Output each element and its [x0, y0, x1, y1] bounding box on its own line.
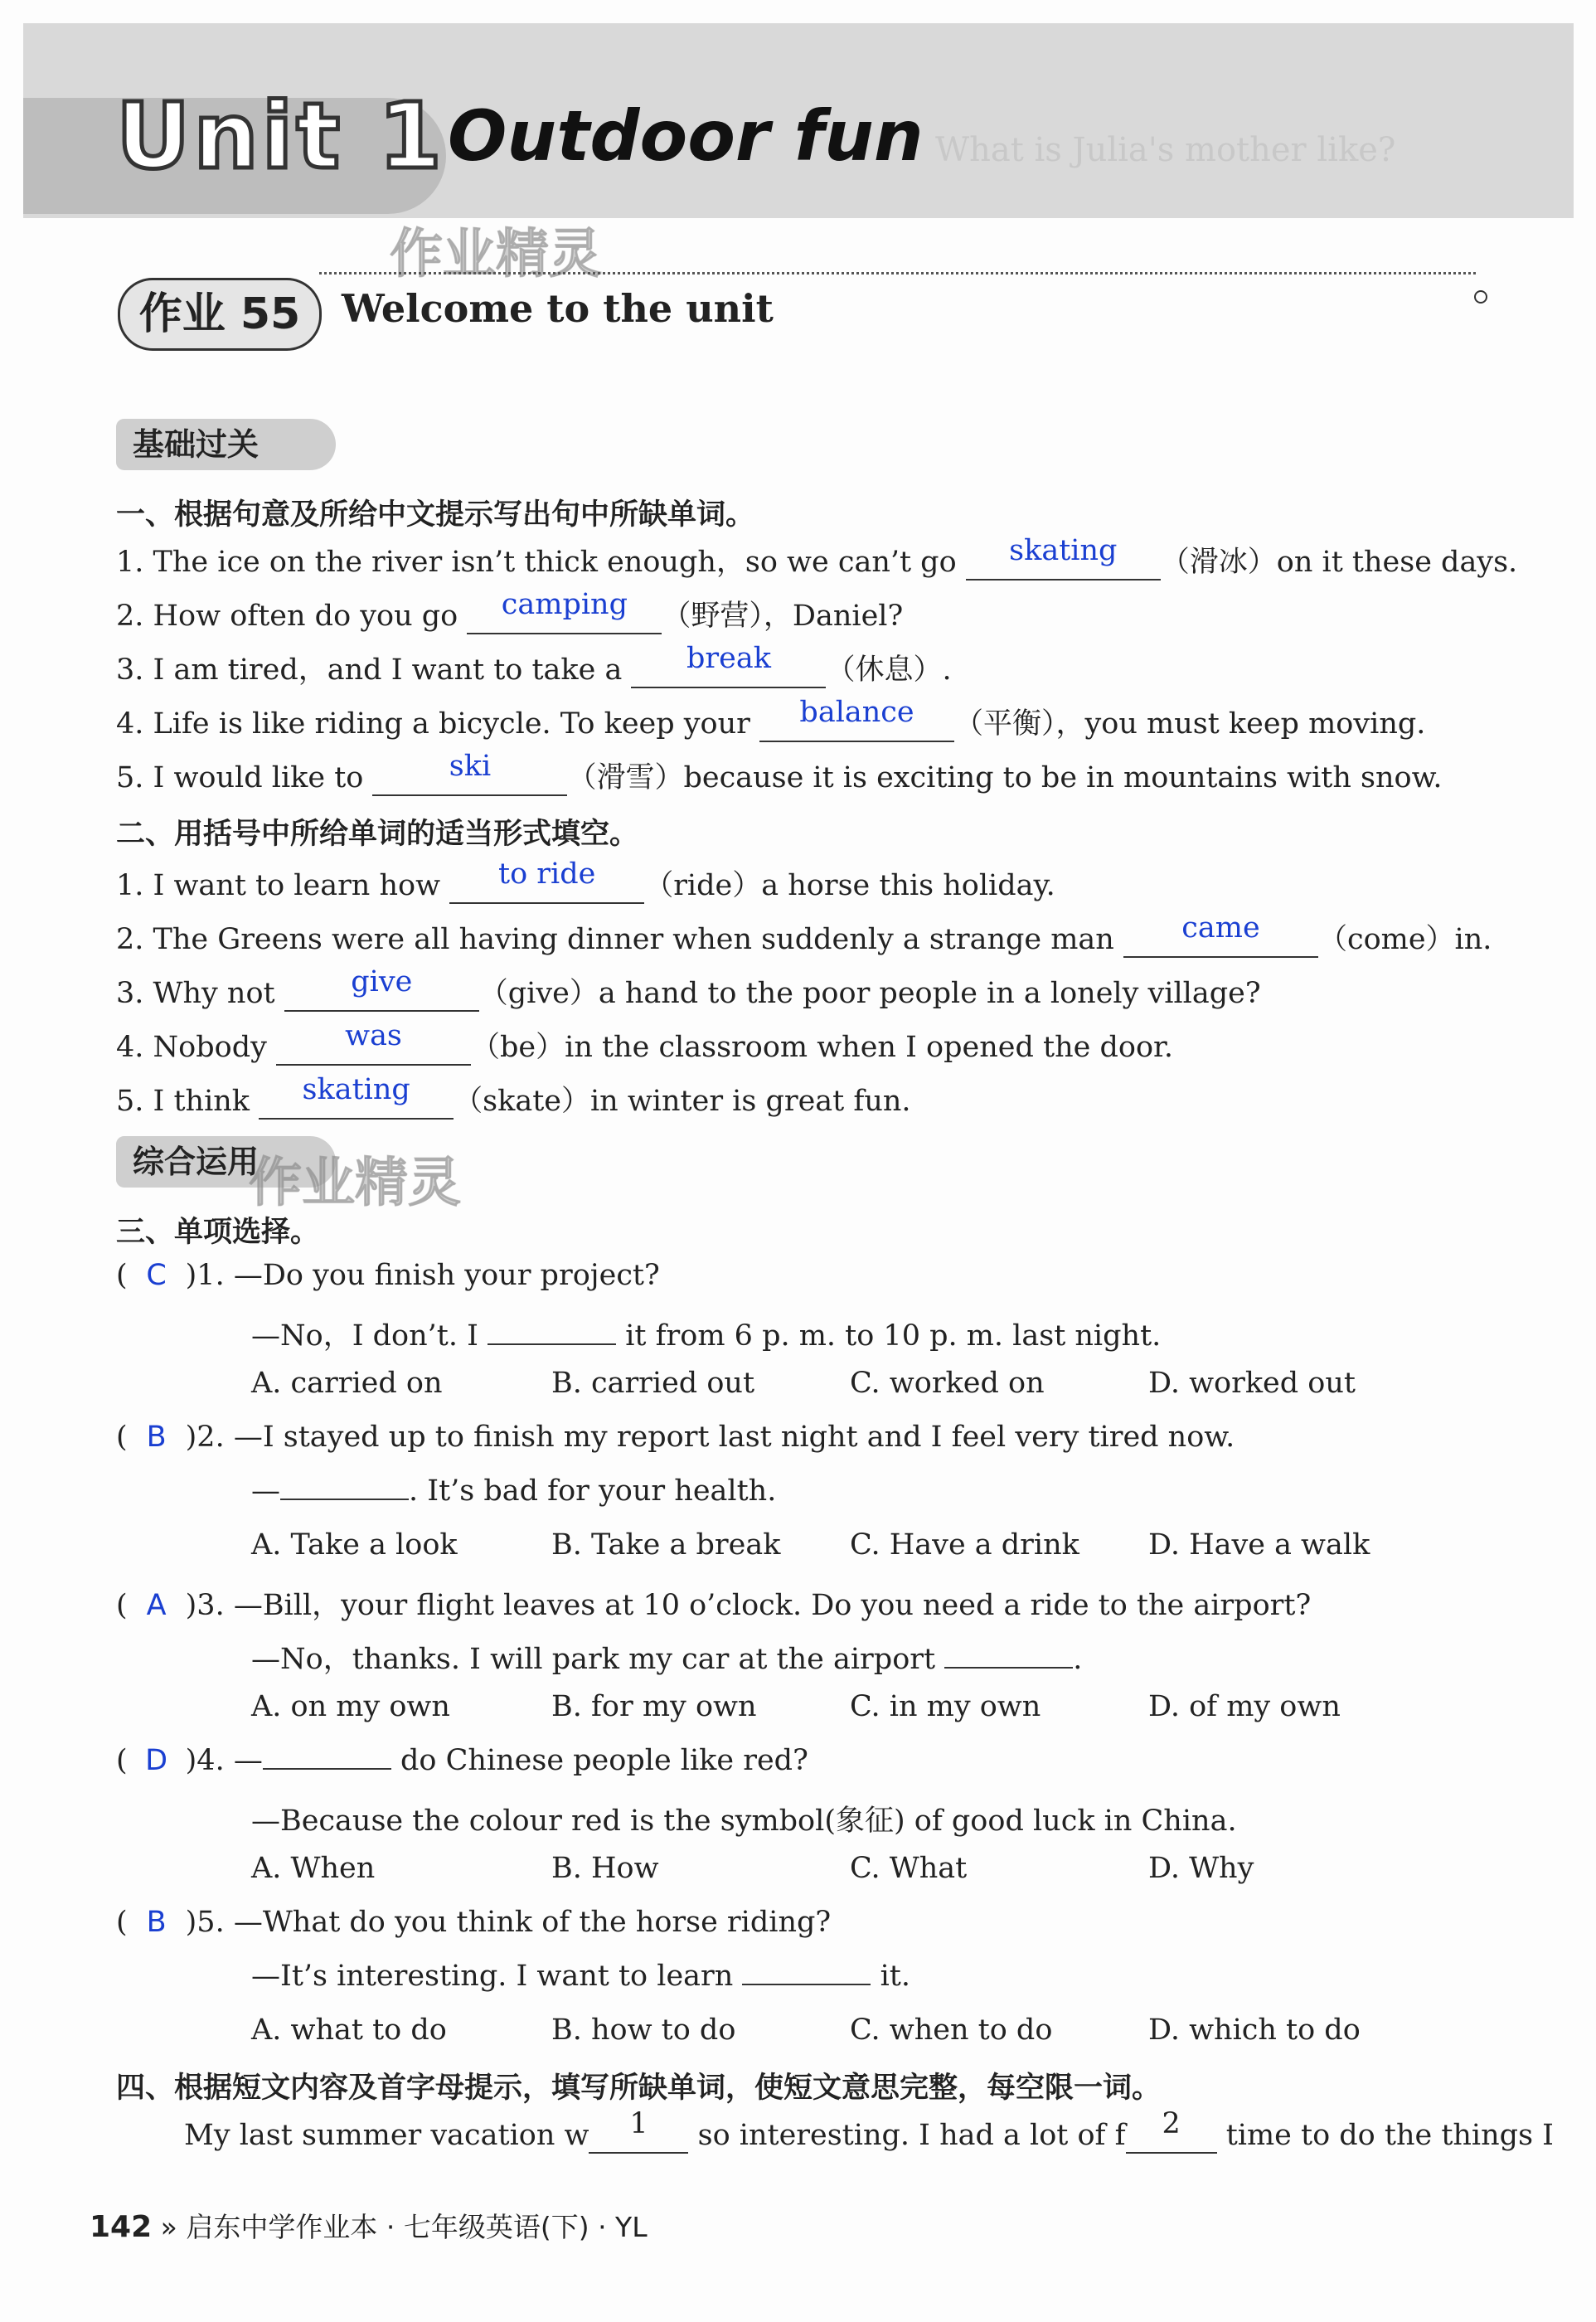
mc-stem: )4. — [185, 1744, 263, 1777]
mc-stem2: —No，I don’t. I [251, 1319, 478, 1353]
p2-item [116, 857, 1055, 904]
mc-stem-b: do Chinese people like red? [400, 1744, 808, 1777]
passage-text: My last summer vacation w [184, 2119, 589, 2152]
mc-answer: C [146, 1259, 167, 1292]
p1-item [116, 588, 904, 634]
blank-number: 2 [1162, 2107, 1181, 2140]
mc-option: B. carried out [551, 1367, 755, 1400]
p2-post: （ride）a horse this holiday. [644, 869, 1055, 902]
p2-item [116, 911, 1492, 958]
mc-line2 [251, 1313, 1161, 1354]
p1-item [116, 696, 1426, 742]
blank-number: 1 [629, 2107, 648, 2140]
mc-option: A. what to do [251, 2014, 447, 2047]
mc-stem3: . It’s bad for your health. [409, 1474, 777, 1508]
p1-answer: skating [1009, 534, 1118, 567]
p2-post: （skate）in winter is great fun. [454, 1085, 911, 1118]
mc-question: ( B )2. —I stayed up to finish my report last night and I feel very tired now. [116, 1421, 1235, 1454]
mc-option: A. on my own [251, 1690, 450, 1723]
book-title: 启东中学作业本 · 七年级英语(下) · YL [186, 2211, 648, 2243]
mc-stem3: . [1073, 1643, 1083, 1676]
p1-item [116, 534, 1518, 580]
part3-heading: 三、单项选择。 [116, 1216, 320, 1249]
passage-line [184, 2107, 1554, 2154]
p2-pre: 3. Why not [116, 977, 275, 1010]
mc-stem: )5. —What do you think of the horse riding? [185, 1906, 832, 1939]
p1-answer: break [686, 642, 771, 675]
p2-pre: 4. Nobody [116, 1031, 267, 1064]
mc-stem: )3. —Bill，your flight leaves at 10 o’clock. Do you need a ride to the airport? [185, 1589, 1312, 1622]
chevron-right-icon: » [160, 2211, 177, 2243]
mc-answer: D [145, 1744, 168, 1777]
section-comprehensive: 综合运用 [116, 1136, 336, 1188]
p1-pre: 1. The ice on the river isn’t thick enough，so we can’t go [116, 546, 957, 579]
mc-option: A. When [251, 1852, 376, 1885]
mc-stem2: —It’s interesting. I want to learn [251, 1960, 734, 1993]
mc-line2 [251, 1798, 1237, 1839]
mc-stem2: — [251, 1474, 280, 1508]
mc-option: D. Have a walk [1148, 1528, 1370, 1562]
p1-pre: 3. I am tired，and I want to take a [116, 653, 623, 687]
passage-text: so interesting. I had a lot of f [697, 2119, 1126, 2152]
mc-option: C. What [850, 1852, 968, 1885]
mc-option: D. of my own [1148, 1690, 1341, 1723]
p2-post: （be）in the classroom when I opened the door. [471, 1031, 1174, 1064]
p2-answer: give [351, 965, 413, 998]
mc-answer: B [146, 1421, 167, 1454]
p1-pre: 2. How often do you go [116, 600, 458, 633]
p1-pre: 4. Life is like riding a bicycle. To keep your [116, 707, 750, 741]
part4-heading: 四、根据短文内容及首字母提示，填写所缺单词，使短文意思完整，每空限一词。 [116, 2072, 1162, 2105]
mc-option: C. Have a drink [850, 1528, 1079, 1562]
mc-option: C. when to do [850, 2014, 1053, 2047]
p2-answer: to ride [498, 857, 596, 891]
mc-stem3: it. [880, 1960, 910, 1993]
p1-post: （平衡），you must keep moving. [954, 707, 1426, 741]
mc-option: D. worked out [1148, 1367, 1356, 1400]
p1-post: （野营），Daniel? [662, 600, 904, 633]
mc-stem: )1. —Do you finish your project? [185, 1259, 660, 1292]
mc-option: D. Why [1148, 1852, 1254, 1885]
mc-stem: )2. —I stayed up to finish my report last night and I feel very tired now. [185, 1421, 1235, 1454]
mc-option: B. for my own [551, 1690, 757, 1723]
mc-option: B. how to do [551, 2014, 736, 2047]
section-basic: 基础过关 [116, 419, 336, 470]
p1-item [116, 750, 1443, 796]
lesson-badge: 作业 55 [118, 278, 322, 351]
page-number: 142 [90, 2210, 153, 2244]
ghost-text: What is Julia's mother like? [935, 131, 1396, 169]
watermark: 作业精灵 [390, 224, 602, 285]
page-footer [90, 2206, 648, 2245]
p2-pre: 5. I think [116, 1085, 250, 1118]
p2-item [116, 1073, 911, 1120]
p1-answer: camping [501, 588, 628, 621]
mc-option: A. Take a look [251, 1528, 458, 1562]
mc-line2 [251, 1474, 776, 1508]
passage-text: time to do the things I [1225, 2119, 1554, 2152]
mc-option: C. worked on [850, 1367, 1045, 1400]
part2-heading: 二、用括号中所给单词的适当形式填空。 [116, 818, 639, 851]
mc-answer: B [146, 1906, 167, 1939]
p2-item [116, 1019, 1174, 1066]
mc-stem2: —Because the colour red is the symbol(象征) of good luck in China. [251, 1805, 1237, 1838]
mc-question: ( B )5. —What do you think of the horse riding? [116, 1906, 832, 1939]
mc-stem2: —No，thanks. I will park my car at the airport [251, 1643, 936, 1676]
mc-line2 [251, 1960, 910, 1993]
p2-item [116, 965, 1261, 1012]
p1-post: （滑冰）on it these days. [1160, 546, 1518, 579]
p1-item [116, 642, 952, 688]
mc-option: B. Take a break [551, 1528, 781, 1562]
mc-question: ( A )3. —Bill，your flight leaves at 10 o’clock. Do you need a ride to the airport? [116, 1589, 1312, 1622]
p2-pre: 2. The Greens were all having dinner when suddenly a strange man [116, 923, 1114, 956]
mc-stem3: it from 6 p. m. to 10 p. m. last night. [625, 1319, 1162, 1353]
mc-option: C. in my own [850, 1690, 1041, 1723]
p1-answer: balance [799, 696, 914, 729]
dot-end-icon [1474, 290, 1487, 304]
p1-post: （休息）. [826, 653, 952, 687]
mc-question: ( D )4. — do Chinese people like red? [116, 1744, 808, 1777]
p2-pre: 1. I want to learn how [116, 869, 441, 902]
mc-question: ( C )1. —Do you finish your project? [116, 1259, 660, 1292]
p1-post: （滑雪）because it is exciting to be in mountains with snow. [567, 761, 1443, 794]
mc-option: B. How [551, 1852, 659, 1885]
p2-answer: skating [302, 1073, 410, 1106]
p1-pre: 5. I would like to [116, 761, 364, 794]
unit-label: Unit 1 [116, 83, 445, 189]
watermark: 作业精灵 [249, 1153, 461, 1214]
p2-post: （come）in. [1317, 923, 1492, 956]
mc-answer: A [146, 1589, 167, 1622]
part1-heading: 一、根据句意及所给中文提示写出句中所缺单词。 [116, 498, 755, 532]
p2-answer: came [1181, 911, 1260, 945]
p2-answer: was [345, 1019, 402, 1052]
dotted-rule [319, 272, 1476, 274]
unit-title: Outdoor fun [448, 95, 924, 177]
mc-line2 [251, 1636, 1082, 1678]
lesson-title: Welcome to the unit [342, 286, 774, 331]
p1-answer: ski [449, 750, 492, 783]
p2-post: （give）a hand to the poor people in a lonely village? [478, 977, 1261, 1010]
mc-option: D. which to do [1148, 2014, 1361, 2047]
mc-option: A. carried on [251, 1367, 443, 1400]
